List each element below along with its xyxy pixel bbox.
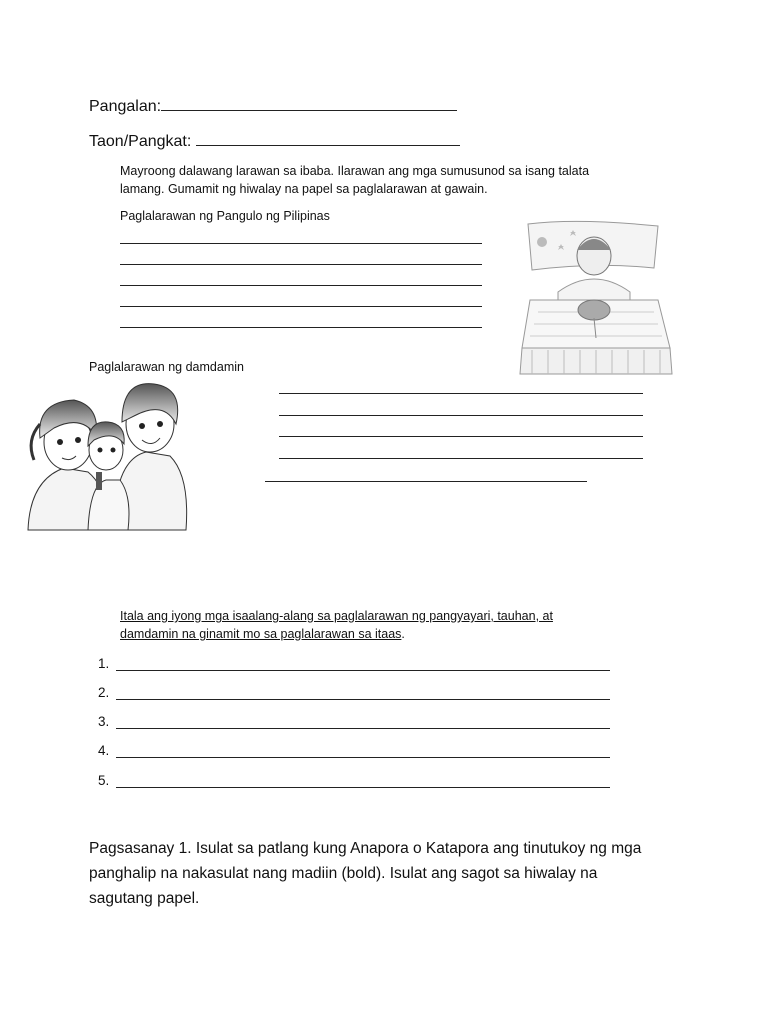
list-item[interactable] bbox=[98, 743, 610, 758]
list-item[interactable] bbox=[98, 714, 610, 729]
item-blank[interactable] bbox=[116, 687, 610, 700]
task1-line[interactable] bbox=[120, 285, 482, 286]
item-blank[interactable] bbox=[116, 716, 610, 729]
task1-line[interactable] bbox=[120, 327, 482, 328]
task2-line[interactable] bbox=[279, 436, 643, 437]
task2-title: Paglalarawan ng damdamin bbox=[89, 360, 244, 374]
instructions bbox=[120, 162, 620, 198]
task1-line[interactable] bbox=[120, 306, 482, 307]
item-blank[interactable] bbox=[116, 775, 610, 788]
item-number: 5. bbox=[98, 773, 110, 788]
task2-line[interactable] bbox=[279, 415, 643, 416]
item-number: 2. bbox=[98, 685, 110, 700]
section-blank[interactable] bbox=[196, 131, 460, 146]
children-illustration bbox=[24, 380, 190, 536]
item-number: 4. bbox=[98, 743, 110, 758]
task1-line[interactable] bbox=[120, 264, 482, 265]
president-illustration bbox=[518, 220, 674, 376]
exercise-line-3: sagutang papel. bbox=[89, 890, 200, 907]
task1-title: Paglalarawan ng Pangulo ng Pilipinas bbox=[120, 209, 330, 223]
list-item[interactable] bbox=[98, 656, 610, 671]
task3-period: . bbox=[401, 627, 405, 641]
list-item[interactable] bbox=[98, 685, 610, 700]
section-field[interactable] bbox=[89, 131, 460, 151]
instructions-line-1: Mayroong dalawang larawan sa ibaba. Ilarawan ang mga sumusunod sa isang talata bbox=[120, 164, 590, 178]
list-item[interactable] bbox=[98, 773, 610, 788]
item-blank[interactable] bbox=[116, 658, 610, 671]
item-number: 3. bbox=[98, 714, 110, 729]
exercise-line-2: panghalip na nakasulat nang madiin (bold). Isulat ang sagot sa hiwalay na bbox=[89, 865, 598, 882]
task3-instructions bbox=[120, 607, 553, 643]
task2-line[interactable] bbox=[279, 458, 643, 459]
name-field[interactable] bbox=[89, 96, 457, 116]
item-number: 1. bbox=[98, 656, 110, 671]
task2-line[interactable] bbox=[279, 393, 643, 394]
name-label: Pangalan: bbox=[89, 98, 162, 115]
name-blank[interactable] bbox=[161, 96, 457, 111]
task2-line[interactable] bbox=[265, 481, 587, 482]
item-blank[interactable] bbox=[116, 745, 610, 758]
section-label: Taon/Pangkat: bbox=[89, 133, 192, 150]
task3-line-2: damdamin na ginamit mo sa paglalarawan sa itaas bbox=[120, 627, 402, 641]
task1-line[interactable] bbox=[120, 243, 482, 244]
task3-line-1: Itala ang iyong mga isaalang-alang sa paglalarawan ng pangyayari, tauhan, at bbox=[120, 609, 553, 623]
exercise-instructions bbox=[89, 836, 729, 911]
exercise-line-1: Pagsasanay 1. Isulat sa patlang kung Anapora o Katapora ang tinutukoy ng mga bbox=[89, 840, 642, 857]
instructions-line-2: lamang. Gumamit ng hiwalay na papel sa paglalarawan at gawain. bbox=[120, 182, 488, 196]
